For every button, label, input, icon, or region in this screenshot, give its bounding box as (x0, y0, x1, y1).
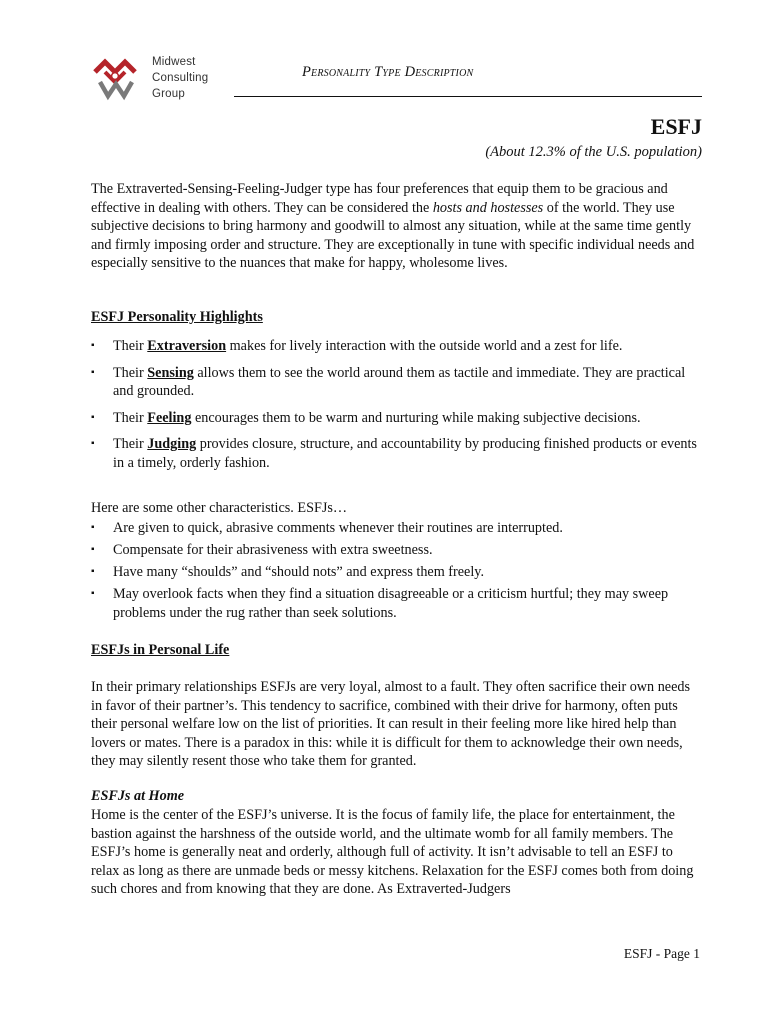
mcg-logo-icon (92, 56, 148, 102)
highlight-prefix: Their (113, 364, 148, 381)
intro-part-1: The Extraverted-Sensing-Feeling-Judger type has four preferences that equip them to be gracious and effective in dealing with others. They can be considered the (91, 181, 668, 216)
highlight-prefix: Their (113, 338, 148, 354)
highlight-text: makes for lively interaction with the outside world and a zest for life. (226, 338, 623, 354)
characteristic-item: ▪ Are given to quick, abrasive comments whenever their routines are interrupted. (91, 519, 703, 538)
intro-part-2: of the world. They use subjective decisions to bring harmony and goodwill to almost any situation, while at the same time gently and firmly imposing order and structure. They are exceptionally in tune with specific individual needs and especially sensitive to the nuances that make for happy, wholesome lives. (91, 199, 695, 272)
at-home-heading: ESFJs at Home (91, 788, 185, 804)
intro-paragraph (91, 180, 703, 273)
highlight-keyword: Sensing (147, 364, 194, 381)
header-divider (234, 96, 702, 97)
characteristic-item: ▪ Compensate for their abrasiveness with extra sweetness. (91, 541, 703, 560)
highlight-item (91, 409, 703, 428)
highlight-text: provides closure, structure, and accountability by producing finished products or events in a timely, orderly fashion. (113, 436, 697, 471)
highlight-prefix: Their (113, 409, 148, 426)
page-footer: ESFJ - Page 1 (623, 946, 700, 961)
personal-life-heading: ESFJs in Personal Life (91, 642, 230, 658)
characteristic-item: ▪ Have many “shoulds” and “should nots” and express them freely. (91, 563, 703, 582)
highlight-item (91, 337, 703, 356)
personal-life-paragraph: In their primary relationships ESFJs are very loyal, almost to a fault. They often sacrifice their own needs in favor of their partner’s. This tendency to sacrifice, combined with their drive for harmony, often puts their personal welfare low on the list of priorities. It can result in their feeling more like hired help than lovers or mates. There is a paradox in this: while it is difficult for them to acknowledge their own needs, they may silently resent those who take them for granted. (91, 679, 690, 770)
highlight-prefix: Their (113, 436, 148, 453)
characteristic-item: ▪ May overlook facts when they find a situation disagreeable or a criticism hurtful; they may sweep problems under the rug rather than seek solutions. (91, 585, 703, 622)
at-home-paragraph: Home is the center of the ESFJ’s universe. It is the focus of family life, the place for entertainment, the bastion against the harshness of the outside world, and the ultimate womb for all family members. The ESFJ’s home is generally neat and orderly, although full of activity. It isn’t advisable to tell an ESFJ to relax as long as there are unmade beds or messy kitchens. Relaxation for the ESFJ comes both from doing such chores and from knowing that they are done. As Extraverted-Judgers (91, 807, 694, 898)
highlights-list (91, 337, 703, 481)
highlight-item (91, 364, 703, 401)
company-logo (92, 54, 242, 110)
document-title: Personality Type Description (302, 64, 474, 80)
intro-italic: hosts and hostesses (432, 199, 544, 216)
type-code-heading: ESFJ (650, 114, 702, 139)
highlight-item (91, 435, 703, 472)
logo-line-1: Midwest (152, 56, 196, 68)
highlight-text: encourages them to be warm and nurturing while making subjective decisions. (191, 409, 641, 426)
highlight-keyword: Judging (147, 436, 197, 453)
logo-line-3: Group (152, 88, 185, 100)
characteristics-list (91, 519, 703, 626)
population-note: (About 12.3% of the U.S. population) (485, 144, 702, 160)
highlight-text: allows them to see the world around them as tactile and immediate. They are practical and grounded. (113, 364, 686, 400)
logo-wordmark (152, 54, 208, 102)
highlights-heading: ESFJ Personality Highlights (91, 309, 263, 325)
highlight-keyword: Feeling (147, 409, 192, 426)
characteristics-intro: Here are some other characteristics. ESFJs… (91, 500, 348, 516)
highlight-keyword: Extraversion (147, 338, 227, 354)
logo-line-2: Consulting (152, 72, 209, 84)
